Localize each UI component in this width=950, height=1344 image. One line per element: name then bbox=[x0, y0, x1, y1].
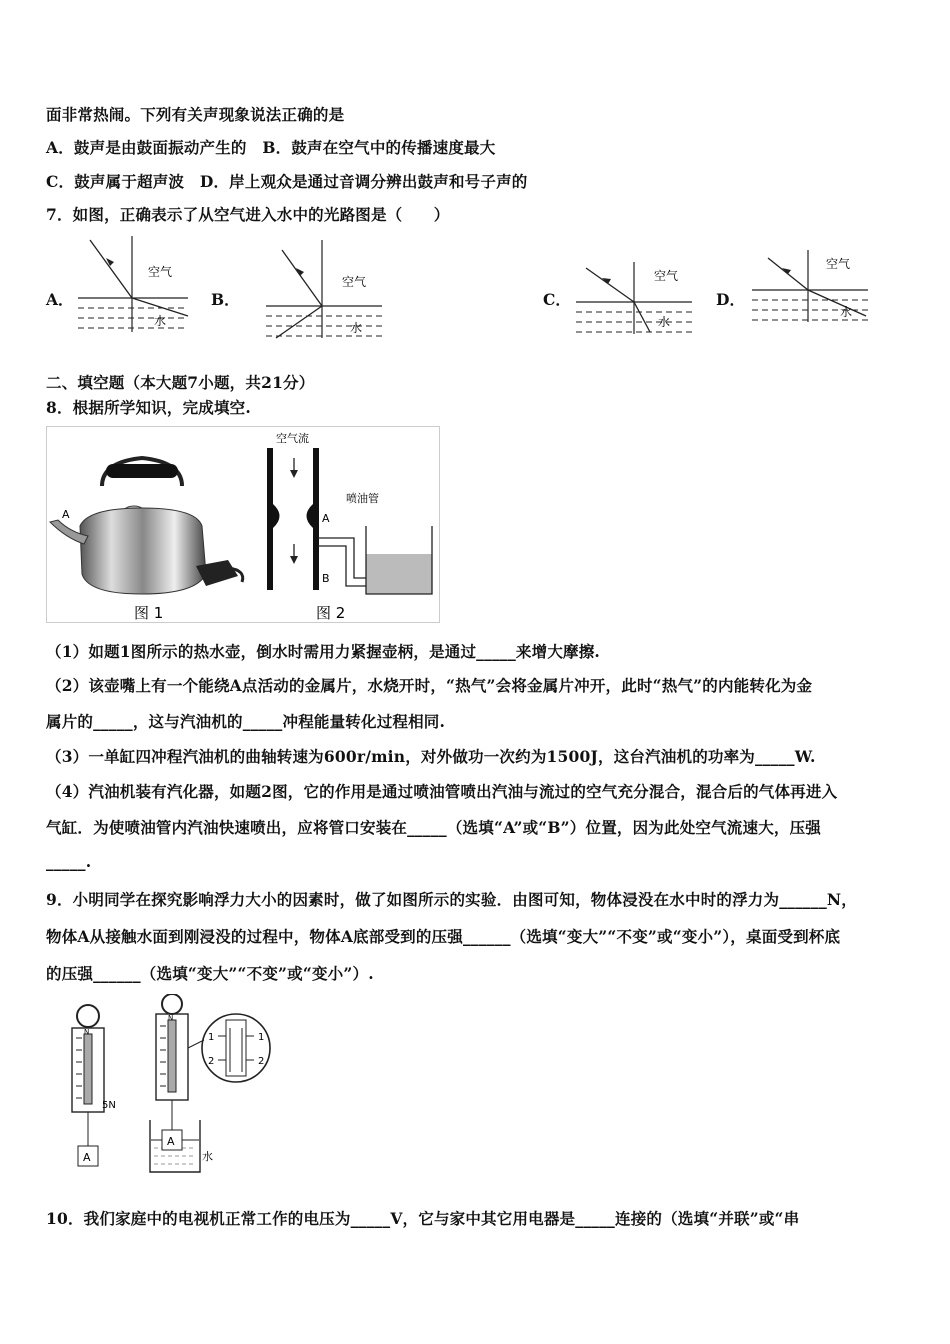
carburetor-figure bbox=[270, 431, 432, 622]
point-b-label: B bbox=[322, 572, 330, 585]
q8-part-1: （1）如题1图所示的热水壶，倒水时需用力紧握壶柄，是通过_____来增大摩擦. bbox=[46, 642, 601, 661]
q7-diagram-b bbox=[262, 240, 387, 340]
figure-1-caption: 图 1 bbox=[134, 604, 164, 622]
q8-part-4-line-3: _____. bbox=[46, 852, 92, 871]
q8-part-3: （3）一单缸四冲程汽油机的曲轴转速为600r/min，对外做功一次约为1500J，这台汽油机的功率为_____W. bbox=[46, 747, 816, 766]
q8-part-4-line-2: 气缸．为使喷油管内汽油快速喷出，应将管口安装在_____（选填“A”或“B”）位置，因为此处空气流速大，压强 bbox=[46, 818, 822, 837]
water-label: 水 bbox=[202, 1150, 213, 1163]
q7-b-water-label: 水 bbox=[350, 321, 363, 335]
zoom-scale-1-left: 1 bbox=[208, 1032, 215, 1043]
q9-spring-scale-figure bbox=[62, 994, 282, 1176]
q7-diagram-c bbox=[572, 262, 697, 337]
q7-option-d-label: D． bbox=[716, 290, 745, 309]
q8-part-2-line-1: （2）该壶嘴上有一个能绕A点活动的金属片，水烧开时，“热气”会将金属片冲开，此时“热气”的内能转化为金 bbox=[46, 676, 813, 695]
q7-option-c-label: C． bbox=[543, 290, 571, 309]
q6-stem-tail: 面非常热闹。下列有关声现象说法正确的是 bbox=[46, 105, 345, 124]
q8-stem: 8．根据所学知识，完成填空. bbox=[46, 398, 251, 417]
q7-stem: 7．如图，正确表示了从空气进入水中的光路图是（ ） bbox=[46, 205, 450, 224]
scale-1-unit: N bbox=[84, 1028, 90, 1036]
q7-d-water-label: 水 bbox=[840, 305, 853, 319]
q7-diagram-d bbox=[748, 250, 873, 325]
zoom-scale-2-left: 2 bbox=[208, 1056, 215, 1067]
object-a-label-2: A bbox=[167, 1135, 175, 1148]
airflow-label: 空气流 bbox=[276, 432, 309, 445]
q10-line-1: 10．我们家庭中的电视机正常工作的电压为_____V，它与家中其它用电器是_____连接的（选填“并联”或“串 bbox=[46, 1209, 800, 1228]
q8-figures bbox=[46, 426, 441, 624]
q9-line-2: 物体A从接触水面到刚浸没的过程中，物体A底部受到的压强______（选填“变大”“不变”或“变小”），桌面受到杯底 bbox=[46, 927, 841, 946]
q8-part-4-line-1: （4）汽油机装有汽化器，如题2图，它的作用是通过喷油管喷出汽油与流过的空气充分混合，混合后的气体再进入 bbox=[46, 782, 838, 801]
zoom-scale-1-right: 1 bbox=[258, 1032, 265, 1043]
q7-diagram-a bbox=[70, 236, 195, 336]
kettle-figure bbox=[50, 458, 243, 622]
q7-option-b-label: B． bbox=[211, 290, 240, 309]
q7-d-air-label: 空气 bbox=[826, 257, 851, 271]
q7-a-air-label: 空气 bbox=[148, 265, 173, 279]
q8-part-2-line-2: 属片的_____，这与汽油机的_____冲程能量转化过程相同. bbox=[46, 712, 446, 731]
nozzle-label: 喷油管 bbox=[346, 492, 379, 505]
scale-2-unit: N bbox=[168, 1014, 174, 1022]
kettle-point-a-label: A bbox=[62, 508, 70, 521]
section-2-heading: 二、填空题（本大题7小题，共21分） bbox=[46, 373, 315, 392]
q9-line-3: 的压强______（选填“变大”“不变”或“变小”）. bbox=[46, 964, 374, 983]
q7-b-air-label: 空气 bbox=[342, 275, 367, 289]
figure-2-caption: 图 2 bbox=[316, 604, 346, 622]
q7-c-water-label: 水 bbox=[658, 315, 671, 329]
point-a-label: A bbox=[322, 512, 330, 525]
object-a-label-1: A bbox=[83, 1151, 91, 1164]
q7-c-air-label: 空气 bbox=[654, 269, 679, 283]
q7-option-a-label: A． bbox=[46, 290, 74, 309]
q6-options-ab: A．鼓声是由鼓面振动产生的 B．鼓声在空气中的传播速度最大 bbox=[46, 138, 496, 157]
q6-options-cd: C．鼓声属于超声波 D．岸上观众是通过音调分辨出鼓声和号子声的 bbox=[46, 172, 528, 191]
q9-line-1: 9．小明同学在探究影响浮力大小的因素时，做了如图所示的实验．由图可知，物体浸没在水中时的浮力为______N， bbox=[46, 890, 857, 909]
q7-a-water-label: 水 bbox=[154, 314, 167, 328]
zoom-scale-2-right: 2 bbox=[258, 1056, 265, 1067]
scale-1-reading: 5N bbox=[102, 1100, 116, 1111]
